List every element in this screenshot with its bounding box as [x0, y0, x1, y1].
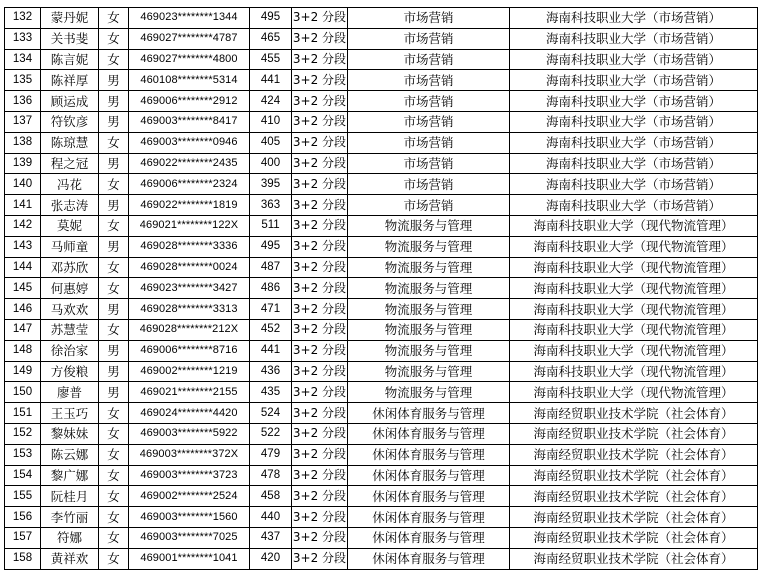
id-number: 469021********2155 [129, 382, 250, 403]
row-number: 155 [5, 486, 41, 507]
row-number: 135 [5, 70, 41, 91]
score-cell: 440 [250, 507, 292, 528]
table-row [5, 153, 758, 174]
major-cell: 休闲体育服务与管理 [348, 465, 510, 486]
score-cell: 522 [250, 423, 292, 444]
table-row [5, 49, 758, 70]
major-cell: 物流服务与管理 [348, 382, 510, 403]
gender-cell: 女 [99, 423, 129, 444]
gender-cell: 男 [99, 236, 129, 257]
student-name: 蒙丹妮 [41, 8, 99, 29]
major-cell: 物流服务与管理 [348, 361, 510, 382]
major-cell: 休闲体育服务与管理 [348, 486, 510, 507]
id-number: 469002********1219 [129, 361, 250, 382]
student-name: 黎妹妹 [41, 423, 99, 444]
score-cell: 405 [250, 132, 292, 153]
table-row [5, 299, 758, 320]
major-cell: 市场营销 [348, 8, 510, 29]
table-row [5, 174, 758, 195]
score-cell: 437 [250, 527, 292, 548]
score-cell: 410 [250, 111, 292, 132]
student-name: 王玉巧 [41, 403, 99, 424]
id-number: 469001********1041 [129, 548, 250, 569]
row-number: 149 [5, 361, 41, 382]
major-cell: 休闲体育服务与管理 [348, 527, 510, 548]
major-cell: 休闲体育服务与管理 [348, 423, 510, 444]
program-type: 3+2 分段 [292, 174, 348, 195]
score-cell: 471 [250, 299, 292, 320]
id-number: 469003********5922 [129, 423, 250, 444]
major-cell: 休闲体育服务与管理 [348, 403, 510, 424]
id-number: 469006********8716 [129, 340, 250, 361]
school-cell: 海南经贸职业技术学院（社会体育） [510, 486, 758, 507]
program-type: 3+2 分段 [292, 382, 348, 403]
row-number: 153 [5, 444, 41, 465]
gender-cell: 女 [99, 132, 129, 153]
student-name: 马欢欢 [41, 299, 99, 320]
student-name: 顾运成 [41, 91, 99, 112]
table-row [5, 111, 758, 132]
school-cell: 海南科技职业大学（市场营销） [510, 70, 758, 91]
table-body [5, 8, 758, 570]
id-number: 469023********1344 [129, 8, 250, 29]
row-number: 156 [5, 507, 41, 528]
row-number: 146 [5, 299, 41, 320]
id-number: 469021********122X [129, 215, 250, 236]
school-cell: 海南科技职业大学（现代物流管理） [510, 340, 758, 361]
id-number: 469023********3427 [129, 278, 250, 299]
gender-cell: 女 [99, 486, 129, 507]
student-name: 关书斐 [41, 28, 99, 49]
major-cell: 休闲体育服务与管理 [348, 444, 510, 465]
score-cell: 400 [250, 153, 292, 174]
id-number: 469003********7025 [129, 527, 250, 548]
table-row [5, 361, 758, 382]
table-row [5, 548, 758, 569]
row-number: 141 [5, 195, 41, 216]
program-type: 3+2 分段 [292, 132, 348, 153]
gender-cell: 女 [99, 28, 129, 49]
table-row [5, 91, 758, 112]
program-type: 3+2 分段 [292, 215, 348, 236]
student-name: 陈祥厚 [41, 70, 99, 91]
table-row [5, 423, 758, 444]
major-cell: 物流服务与管理 [348, 278, 510, 299]
score-cell: 524 [250, 403, 292, 424]
row-number: 150 [5, 382, 41, 403]
school-cell: 海南经贸职业技术学院（社会体育） [510, 527, 758, 548]
table-row [5, 257, 758, 278]
table-row [5, 195, 758, 216]
program-type: 3+2 分段 [292, 548, 348, 569]
program-type: 3+2 分段 [292, 507, 348, 528]
major-cell: 市场营销 [348, 132, 510, 153]
program-type: 3+2 分段 [292, 8, 348, 29]
school-cell: 海南科技职业大学（市场营销） [510, 91, 758, 112]
row-number: 144 [5, 257, 41, 278]
major-cell: 市场营销 [348, 91, 510, 112]
gender-cell: 男 [99, 382, 129, 403]
school-cell: 海南经贸职业技术学院（社会体育） [510, 548, 758, 569]
table-row [5, 8, 758, 29]
id-number: 469022********2435 [129, 153, 250, 174]
row-number: 154 [5, 465, 41, 486]
table-row [5, 132, 758, 153]
major-cell: 市场营销 [348, 174, 510, 195]
school-cell: 海南科技职业大学（现代物流管理） [510, 257, 758, 278]
id-number: 469003********1560 [129, 507, 250, 528]
table-row [5, 444, 758, 465]
gender-cell: 男 [99, 299, 129, 320]
major-cell: 市场营销 [348, 153, 510, 174]
program-type: 3+2 分段 [292, 236, 348, 257]
major-cell: 市场营销 [348, 70, 510, 91]
student-name: 廖普 [41, 382, 99, 403]
row-number: 134 [5, 49, 41, 70]
gender-cell: 女 [99, 278, 129, 299]
row-number: 143 [5, 236, 41, 257]
id-number: 469024********4420 [129, 403, 250, 424]
program-type: 3+2 分段 [292, 28, 348, 49]
student-name: 方俊粮 [41, 361, 99, 382]
gender-cell: 男 [99, 91, 129, 112]
table-row [5, 278, 758, 299]
school-cell: 海南科技职业大学（现代物流管理） [510, 215, 758, 236]
major-cell: 市场营销 [348, 49, 510, 70]
id-number: 460108********5314 [129, 70, 250, 91]
table-row [5, 527, 758, 548]
gender-cell: 女 [99, 49, 129, 70]
id-number: 469022********1819 [129, 195, 250, 216]
program-type: 3+2 分段 [292, 195, 348, 216]
major-cell: 休闲体育服务与管理 [348, 548, 510, 569]
gender-cell: 女 [99, 444, 129, 465]
row-number: 137 [5, 111, 41, 132]
school-cell: 海南科技职业大学（市场营销） [510, 174, 758, 195]
score-cell: 495 [250, 236, 292, 257]
id-number: 469003********372X [129, 444, 250, 465]
id-number: 469002********2524 [129, 486, 250, 507]
score-cell: 495 [250, 8, 292, 29]
row-number: 133 [5, 28, 41, 49]
school-cell: 海南科技职业大学（现代物流管理） [510, 361, 758, 382]
row-number: 142 [5, 215, 41, 236]
student-name: 苏慧莹 [41, 319, 99, 340]
student-name: 程之冠 [41, 153, 99, 174]
gender-cell: 女 [99, 548, 129, 569]
id-number: 469028********3313 [129, 299, 250, 320]
student-name: 马师童 [41, 236, 99, 257]
major-cell: 市场营销 [348, 195, 510, 216]
score-cell: 452 [250, 319, 292, 340]
row-number: 145 [5, 278, 41, 299]
school-cell: 海南科技职业大学（现代物流管理） [510, 382, 758, 403]
program-type: 3+2 分段 [292, 403, 348, 424]
score-cell: 441 [250, 70, 292, 91]
program-type: 3+2 分段 [292, 465, 348, 486]
score-cell: 441 [250, 340, 292, 361]
table-row [5, 28, 758, 49]
school-cell: 海南经贸职业技术学院（社会体育） [510, 465, 758, 486]
student-name: 何惠婷 [41, 278, 99, 299]
id-number: 469006********2324 [129, 174, 250, 195]
student-name: 黄祥欢 [41, 548, 99, 569]
row-number: 148 [5, 340, 41, 361]
score-cell: 487 [250, 257, 292, 278]
school-cell: 海南科技职业大学（市场营销） [510, 153, 758, 174]
row-number: 152 [5, 423, 41, 444]
program-type: 3+2 分段 [292, 299, 348, 320]
school-cell: 海南科技职业大学（市场营销） [510, 111, 758, 132]
major-cell: 物流服务与管理 [348, 236, 510, 257]
row-number: 158 [5, 548, 41, 569]
table-row [5, 319, 758, 340]
id-number: 469028********0024 [129, 257, 250, 278]
program-type: 3+2 分段 [292, 444, 348, 465]
school-cell: 海南经贸职业技术学院（社会体育） [510, 403, 758, 424]
school-cell: 海南经贸职业技术学院（社会体育） [510, 507, 758, 528]
score-cell: 511 [250, 215, 292, 236]
gender-cell: 男 [99, 340, 129, 361]
gender-cell: 男 [99, 195, 129, 216]
program-type: 3+2 分段 [292, 423, 348, 444]
score-cell: 486 [250, 278, 292, 299]
major-cell: 物流服务与管理 [348, 319, 510, 340]
school-cell: 海南科技职业大学（现代物流管理） [510, 236, 758, 257]
id-number: 469003********0946 [129, 132, 250, 153]
row-number: 136 [5, 91, 41, 112]
gender-cell: 女 [99, 465, 129, 486]
student-name: 阮桂月 [41, 486, 99, 507]
score-cell: 435 [250, 382, 292, 403]
table-row [5, 507, 758, 528]
gender-cell: 女 [99, 174, 129, 195]
student-name: 张志涛 [41, 195, 99, 216]
gender-cell: 女 [99, 257, 129, 278]
student-name: 陈言妮 [41, 49, 99, 70]
table-row [5, 215, 758, 236]
school-cell: 海南科技职业大学（市场营销） [510, 8, 758, 29]
student-name: 符钦彦 [41, 111, 99, 132]
score-cell: 478 [250, 465, 292, 486]
admission-table [4, 7, 758, 570]
gender-cell: 男 [99, 111, 129, 132]
gender-cell: 女 [99, 319, 129, 340]
gender-cell: 男 [99, 70, 129, 91]
table-row [5, 465, 758, 486]
major-cell: 物流服务与管理 [348, 257, 510, 278]
student-name: 冯花 [41, 174, 99, 195]
row-number: 132 [5, 8, 41, 29]
student-name: 李竹丽 [41, 507, 99, 528]
score-cell: 420 [250, 548, 292, 569]
school-cell: 海南科技职业大学（市场营销） [510, 49, 758, 70]
program-type: 3+2 分段 [292, 340, 348, 361]
program-type: 3+2 分段 [292, 361, 348, 382]
major-cell: 物流服务与管理 [348, 340, 510, 361]
program-type: 3+2 分段 [292, 278, 348, 299]
major-cell: 物流服务与管理 [348, 215, 510, 236]
program-type: 3+2 分段 [292, 49, 348, 70]
row-number: 139 [5, 153, 41, 174]
gender-cell: 女 [99, 215, 129, 236]
row-number: 147 [5, 319, 41, 340]
row-number: 157 [5, 527, 41, 548]
table-row [5, 486, 758, 507]
row-number: 140 [5, 174, 41, 195]
program-type: 3+2 分段 [292, 111, 348, 132]
score-cell: 479 [250, 444, 292, 465]
school-cell: 海南科技职业大学（现代物流管理） [510, 278, 758, 299]
id-number: 469028********3336 [129, 236, 250, 257]
program-type: 3+2 分段 [292, 319, 348, 340]
gender-cell: 男 [99, 153, 129, 174]
score-cell: 424 [250, 91, 292, 112]
gender-cell: 女 [99, 403, 129, 424]
student-name: 邓苏欣 [41, 257, 99, 278]
table-row [5, 382, 758, 403]
score-cell: 455 [250, 49, 292, 70]
table-row [5, 236, 758, 257]
student-name: 陈云娜 [41, 444, 99, 465]
student-name: 黎广娜 [41, 465, 99, 486]
id-number: 469027********4787 [129, 28, 250, 49]
id-number: 469027********4800 [129, 49, 250, 70]
school-cell: 海南科技职业大学（现代物流管理） [510, 319, 758, 340]
id-number: 469003********8417 [129, 111, 250, 132]
school-cell: 海南经贸职业技术学院（社会体育） [510, 423, 758, 444]
gender-cell: 女 [99, 527, 129, 548]
program-type: 3+2 分段 [292, 91, 348, 112]
student-name: 徐治家 [41, 340, 99, 361]
score-cell: 465 [250, 28, 292, 49]
program-type: 3+2 分段 [292, 257, 348, 278]
score-cell: 458 [250, 486, 292, 507]
id-number: 469003********3723 [129, 465, 250, 486]
program-type: 3+2 分段 [292, 527, 348, 548]
row-number: 151 [5, 403, 41, 424]
program-type: 3+2 分段 [292, 486, 348, 507]
score-cell: 363 [250, 195, 292, 216]
school-cell: 海南科技职业大学（市场营销） [510, 132, 758, 153]
id-number: 469028********212X [129, 319, 250, 340]
major-cell: 休闲体育服务与管理 [348, 507, 510, 528]
table-row [5, 403, 758, 424]
student-name: 莫妮 [41, 215, 99, 236]
gender-cell: 男 [99, 361, 129, 382]
gender-cell: 女 [99, 507, 129, 528]
score-cell: 395 [250, 174, 292, 195]
table-row [5, 70, 758, 91]
school-cell: 海南科技职业大学（市场营销） [510, 195, 758, 216]
student-name: 陈琼慧 [41, 132, 99, 153]
table-row [5, 340, 758, 361]
gender-cell: 女 [99, 8, 129, 29]
school-cell: 海南经贸职业技术学院（社会体育） [510, 444, 758, 465]
major-cell: 物流服务与管理 [348, 299, 510, 320]
row-number: 138 [5, 132, 41, 153]
school-cell: 海南科技职业大学（市场营销） [510, 28, 758, 49]
id-number: 469006********2912 [129, 91, 250, 112]
student-name: 符娜 [41, 527, 99, 548]
program-type: 3+2 分段 [292, 153, 348, 174]
score-cell: 436 [250, 361, 292, 382]
school-cell: 海南科技职业大学（现代物流管理） [510, 299, 758, 320]
major-cell: 市场营销 [348, 111, 510, 132]
major-cell: 市场营销 [348, 28, 510, 49]
program-type: 3+2 分段 [292, 70, 348, 91]
